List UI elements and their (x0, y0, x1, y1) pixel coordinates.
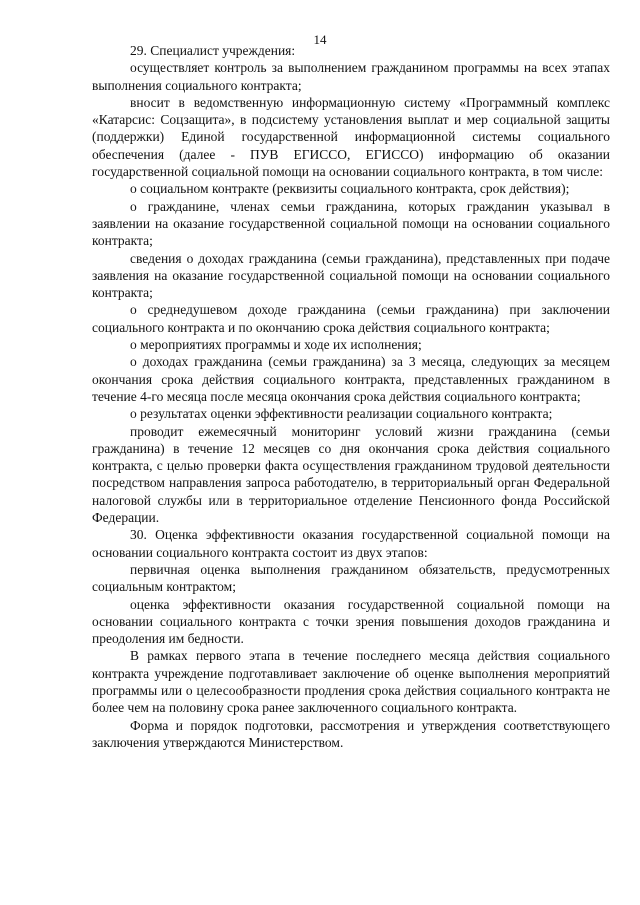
list-item: о доходах гражданина (семьи гражданина) за 3 месяца, следующих за месяцем окончания срока действия социального контракта, представленных гражданином в течение 4-го месяца после месяца окончания срока действия социального контракта; (92, 354, 610, 404)
paragraph: проводит ежемесячный мониторинг условий жизни гражданина (семьи гражданина) в течение 12 месяцев со дня окончания срока действия социального контракта, с целью проверки факта осуществления гражданином трудовой деятельности посредством направления запроса работодателю, в территориальный орган Федеральной налоговой службы или в территориальное отделение Пенсионного фонда Российской Федерации. (92, 423, 610, 526)
list-item: о результатах оценки эффективности реализации социального контракта; (130, 406, 553, 422)
list-item: о гражданине, членах семьи гражданина, которых гражданин указывал в заявлении на оказание государственной социальной помощи на основании социального контракта; (92, 198, 610, 249)
list-item: первичная оценка выполнения гражданином обязательств, предусмотренных социальным контрактом; (92, 561, 610, 595)
page-number: 14 (313, 32, 327, 47)
list-item: оценка эффективности оказания государственной социальной помощи на основании социального контракта с точки зрения повышения доходов гражданина и преодоления им бедности. (92, 596, 610, 647)
paragraph-29-heading: 29. Специалист учреждения: (130, 43, 296, 58)
paragraph: вносит в ведомственную информационную систему «Программный комплекс «Катарсис: Соцзащита», в подсистему установления выплат и мер социальной защиты (поддержки) Единой государственной информационной системы социального обеспечения (далее - ПУВ ЕГИССО, ЕГИССО) информацию об оказании государственной социальной помощи на основании социального контракта, в том числе: (92, 94, 610, 180)
list-item: о среднедушевом доходе гражданина (семьи гражданина) при заключении социального контракта и по окончанию срока действия социального контракта; (92, 302, 610, 335)
paragraph: В рамках первого этапа в течение последнего месяца действия социального контракта учреждение подготавливает заключение об оценке выполнения мероприятий программы или о целесообразности продления срока действия социального контракта не более чем на половину срока ранее заключенного социального контракта. (92, 648, 610, 716)
list-item: о мероприятиях программы и ходе их исполнения; (130, 337, 422, 353)
paragraph-30-heading: 30. Оценка эффективности оказания государственной социальной помощи на основании социального контракта состоит из двух этапов: (92, 527, 610, 560)
paragraph: осуществляет контроль за выполнением гражданином программы на всех этапах выполнения социального контракта; (92, 60, 610, 93)
list-item: сведения о доходах гражданина (семьи гражданина), представленных при подаче заявления на оказание государственной социальной помощи на основании социального контракта; (92, 250, 610, 301)
document-body (92, 42, 610, 751)
list-item: о социальном контракте (реквизиты социального контракта, срок действия); (130, 181, 570, 197)
paragraph: Форма и порядок подготовки, рассмотрения и утверждения соответствующего заключения утверждаются Министерством. (92, 717, 610, 750)
